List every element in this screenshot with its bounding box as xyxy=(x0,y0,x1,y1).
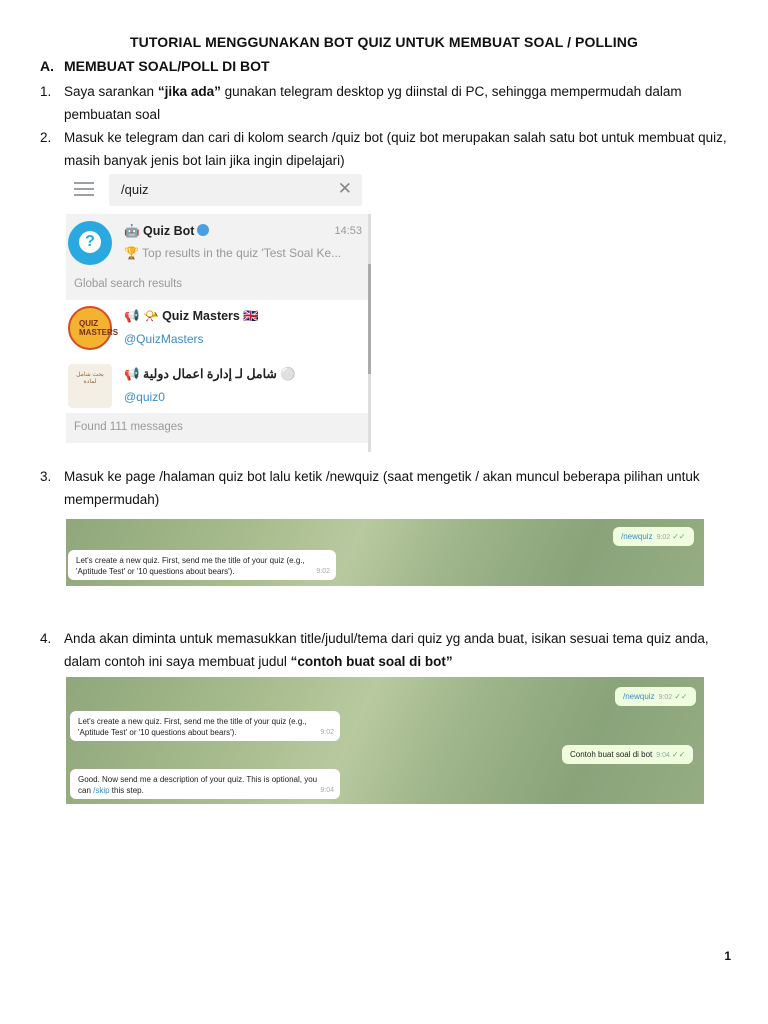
step-number: 4. xyxy=(40,631,52,646)
document-title: TUTORIAL MENGGUNAKAN BOT QUIZ UNTUK MEMBUAT SOAL / POLLING xyxy=(130,34,638,50)
incoming-message: Good. Now send me a description of your quiz. This is optional, you can /skip this step. 9:04 xyxy=(70,769,340,799)
result-name: 📢 شامل لـ إدارة اعمال دولية ⚪ xyxy=(124,367,296,381)
incoming-message: Let's create a new quiz. First, send me the title of your quiz (e.g., 'Aptitude Test' or '10 questions about bears'). 9:02 xyxy=(68,550,336,580)
quizmasters-avatar-icon: QUIZ MASTERS xyxy=(68,306,112,350)
step-number: 2. xyxy=(40,130,52,145)
search-input[interactable] xyxy=(109,174,362,206)
result-snippet: 🏆 Top results in the quiz 'Test Soal Ke... xyxy=(124,246,342,260)
section-heading xyxy=(40,58,270,74)
chat-screenshot-newquiz xyxy=(66,519,704,586)
result-time: 14:53 xyxy=(334,225,362,237)
section-number: A. xyxy=(40,58,54,74)
step-text: Masuk ke page /halaman quiz bot lalu ketik /newquiz (saat mengetik / akan muncul beberapa pilihan untuk mempermudah) xyxy=(64,469,700,507)
search-query: /quiz xyxy=(121,182,149,197)
telegram-search-screenshot xyxy=(64,172,374,452)
chat-screenshot-title xyxy=(66,677,704,804)
close-icon[interactable]: ✕ xyxy=(337,179,352,198)
search-result-quizbot[interactable] xyxy=(66,214,368,272)
global-search-header: Global search results xyxy=(66,270,368,300)
result-username: @QuizMasters xyxy=(124,332,204,346)
result-name: 🤖 Quiz Bot xyxy=(124,224,209,239)
result-name: 📢 📯 Quiz Masters 🇬🇧 xyxy=(124,309,259,323)
scrollbar[interactable] xyxy=(368,214,371,452)
step-text: Masuk ke telegram dan cari di kolom search /quiz bot (quiz bot merupakan salah satu bot untuk membuat quiz, masih banyak jenis bot lain jika ingin dipelajari) xyxy=(64,130,727,168)
found-messages-header: Found 111 messages xyxy=(66,413,368,443)
quiz0-avatar-icon: ﺑﺤﺚ ﺷﺎﻣﻞ ﻟﻤﺎﺩﺓ xyxy=(68,364,112,408)
quizbot-avatar-icon: ? xyxy=(68,221,112,265)
search-result-quiz0[interactable] xyxy=(66,358,368,414)
step-2 xyxy=(40,126,740,172)
step-text: Saya sarankan “jika ada” gunakan telegram desktop yg diinstal di PC, sehingga mempermudah dalam pembuatan soal xyxy=(64,84,682,122)
verified-icon xyxy=(197,224,209,236)
step-3 xyxy=(40,465,740,511)
step-4 xyxy=(40,627,740,673)
outgoing-message: /newquiz 9:02 ✓✓ xyxy=(613,527,694,546)
result-username: @quiz0 xyxy=(124,390,165,404)
incoming-message: Let's create a new quiz. First, send me the title of your quiz (e.g., 'Aptitude Test' or '10 questions about bears'). 9:02 xyxy=(70,711,340,741)
outgoing-message: /newquiz 9:02 ✓✓ xyxy=(615,687,696,706)
outgoing-message: Contoh buat soal di bot 9:04 ✓✓ xyxy=(562,745,693,764)
page-number: 1 xyxy=(724,949,731,963)
step-number: 1. xyxy=(40,84,52,99)
skip-command-link[interactable]: /skip xyxy=(93,786,110,795)
step-1 xyxy=(40,80,740,126)
step-number: 3. xyxy=(40,469,52,484)
search-result-quizmasters[interactable] xyxy=(66,300,368,356)
menu-icon[interactable] xyxy=(74,182,94,196)
section-label: MEMBUAT SOAL/POLL DI BOT xyxy=(64,58,270,74)
step-text: Anda akan diminta untuk memasukkan title/judul/tema dari quiz yg anda buat, isikan sesuai tema quiz anda, dalam contoh ini saya membuat judul “contoh buat soal di bot” xyxy=(64,631,709,669)
search-bar xyxy=(64,172,374,208)
